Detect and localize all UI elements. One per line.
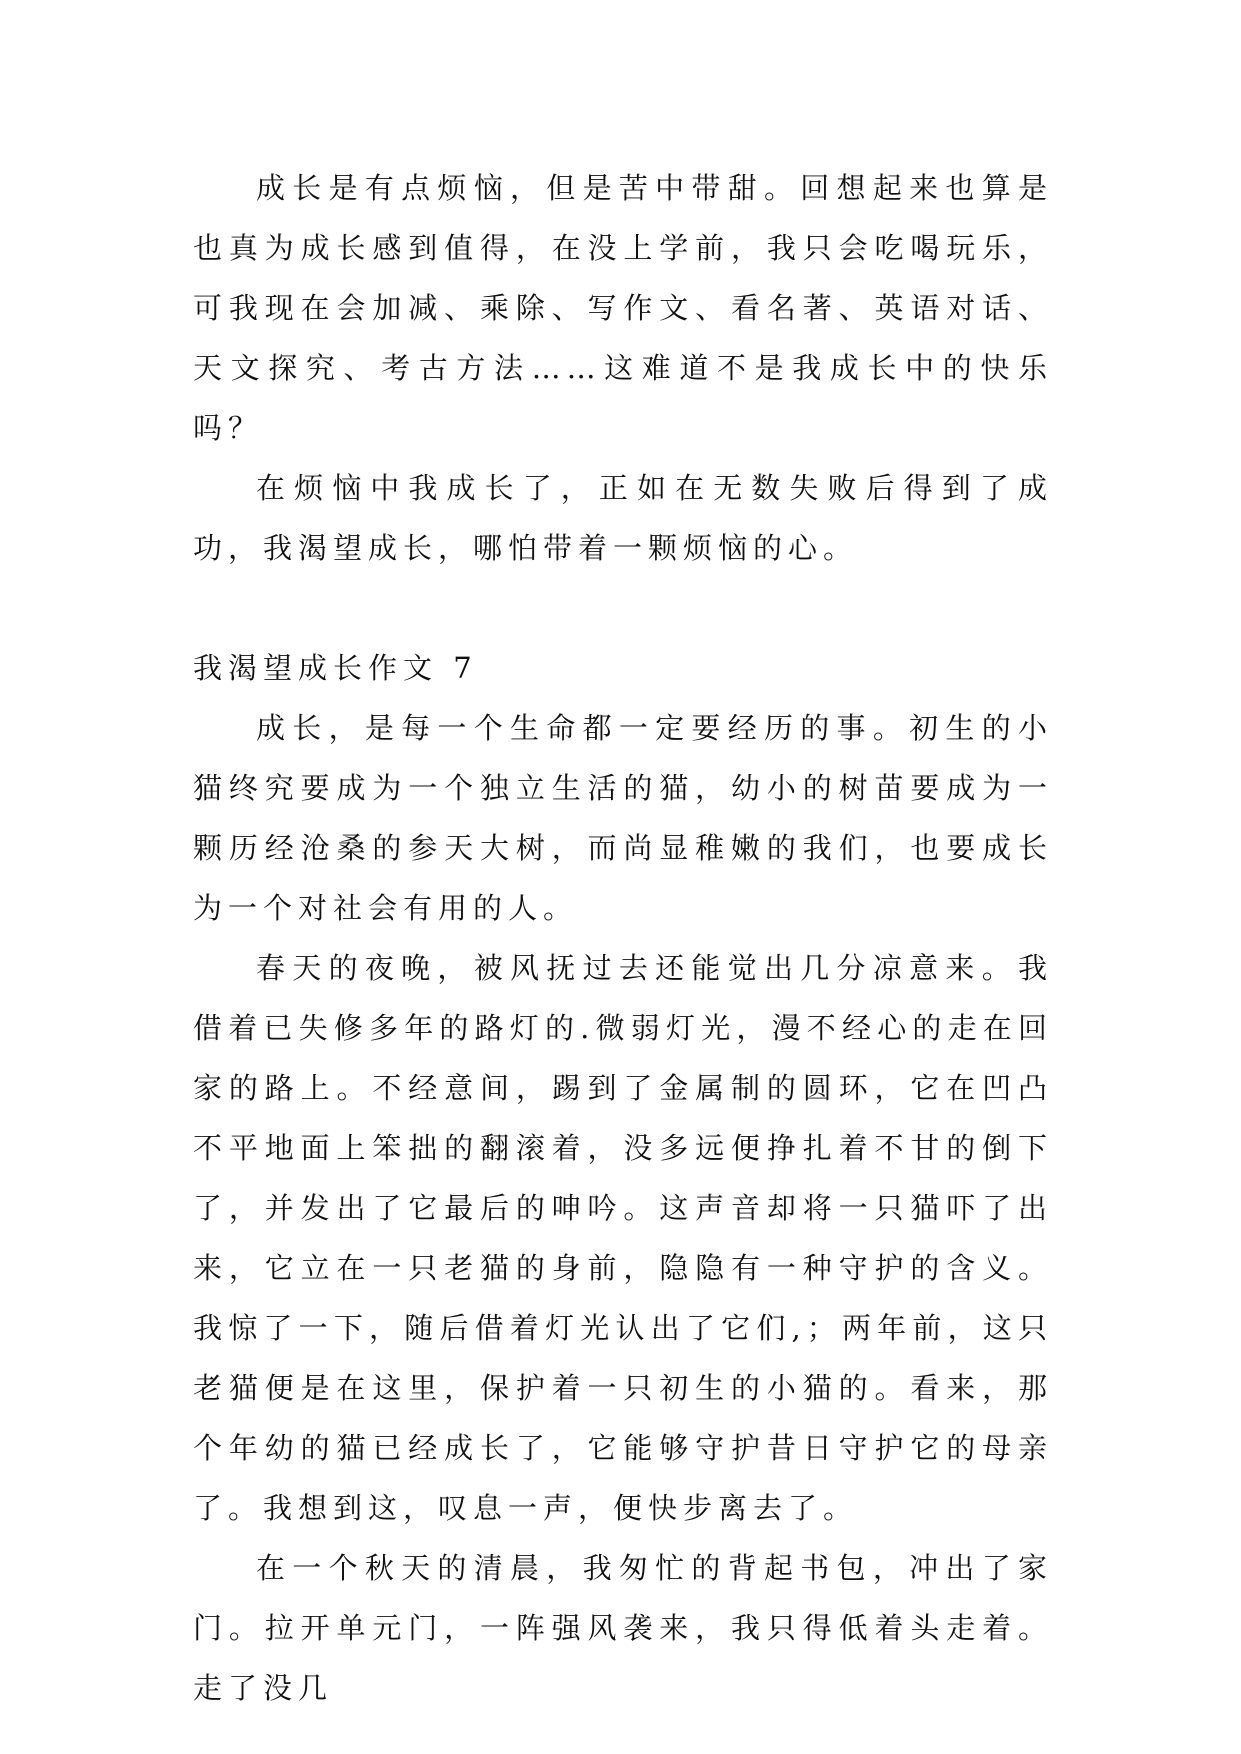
paragraph-5: 在一个秋天的清晨，我匆忙的背起书包，冲出了家门。拉开单元门，一阵强风袭来，我只得低着头走着。走了没几 xyxy=(193,1551,1053,1705)
paragraph-4: 春天的夜晚，被风抚过去还能觉出几分凉意来。我借着已失修多年的路灯的.微弱灯光，漫不经心的走在回家的路上。不经意间，踢到了金属制的圆环，它在凹凸不平地面上笨拙的翻滚着，没多远便挣扎着不甘的倒下了，并发出了它最后的呻吟。这声音却将一只猫吓了出来，它立在一只老猫的身前，隐隐有一种守护的含义。我惊了一下，随后借着灯光认出了它们,；两年前，这只老猫便是在这里，保护着一只初生的小猫的。看来，那个年幼的猫已经成长了，它能够守护昔日守护它的母亲了。我想到这，叹息一声，便快步离去了。 xyxy=(193,951,1053,1525)
section-title: 我渴望成长作文 7 xyxy=(193,651,478,685)
paragraph-3: 成长，是每一个生命都一定要经历的事。初生的小猫终究要成为一个独立生活的猫，幼小的树苗要成为一颗历经沧桑的参天大树，而尚显稚嫩的我们，也要成长为一个对社会有用的人。 xyxy=(193,711,1053,925)
paragraph-2: 在烦恼中我成长了，正如在无数失败后得到了成功，我渴望成长，哪怕带着一颗烦恼的心。 xyxy=(193,471,1053,565)
section-spacer xyxy=(193,578,1053,638)
document-body xyxy=(193,158,1053,1718)
paragraph-1: 成长是有点烦恼，但是苦中带甜。回想起来也算是也真为成长感到值得，在没上学前，我只会吃喝玩乐，可我现在会加减、乘除、写作文、看名著、英语对话、天文探究、考古方法……这难道不是我成长中的快乐吗？ xyxy=(193,171,1053,445)
